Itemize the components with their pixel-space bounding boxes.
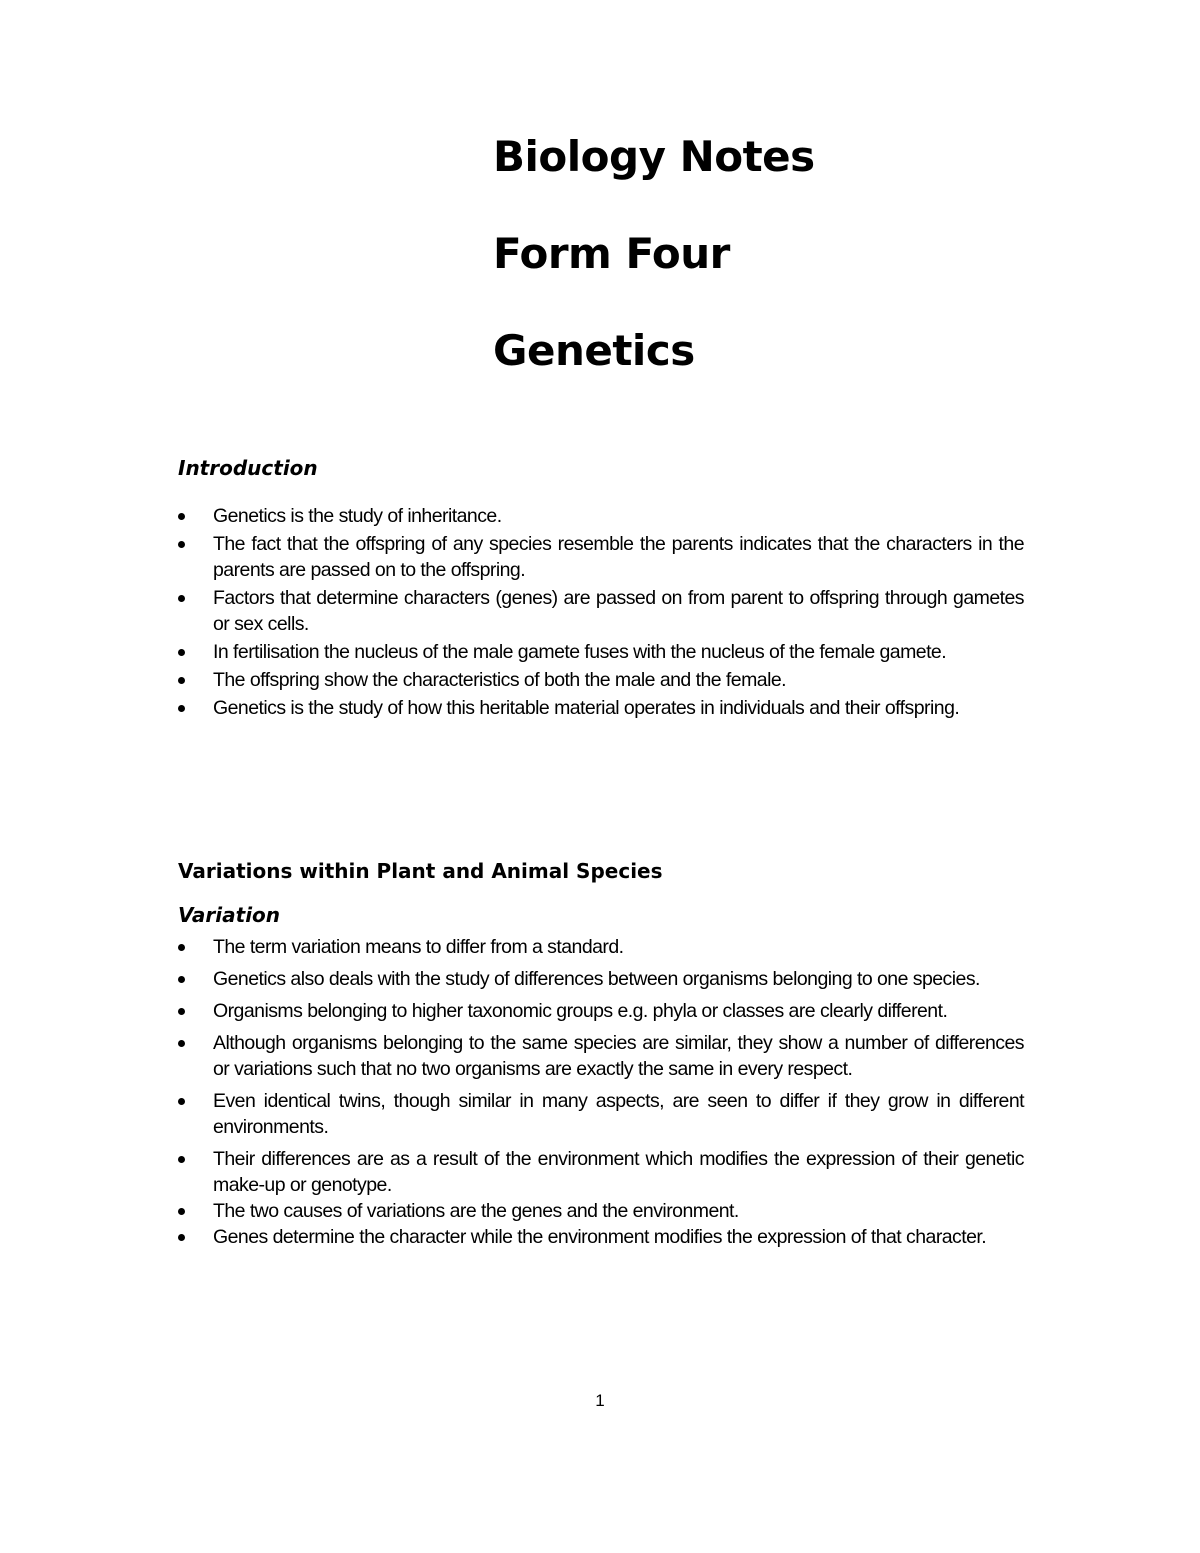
bullet-icon	[178, 649, 185, 656]
list-item-text: Genes determine the character while the environment modifies the expression of that character.	[213, 1226, 987, 1248]
list-item	[178, 1224, 1024, 1250]
title-block	[493, 132, 815, 423]
variations-section-heading: Variations within Plant and Animal Species	[178, 859, 663, 883]
list-item-text: Even identical twins, though similar in many aspects, are seen to differ if they grow in different environments.	[213, 1090, 1024, 1138]
list-item	[178, 531, 1024, 583]
list-item	[178, 1030, 1024, 1082]
list-item-text: The offspring show the characteristics of both the male and the female.	[213, 669, 787, 691]
document-title: Biology Notes	[493, 132, 815, 181]
variation-list	[178, 934, 1024, 1250]
list-item-text: Factors that determine characters (genes) are passed on from parent to offspring through gametes or sex cells.	[213, 587, 1024, 635]
list-item-text: Organisms belonging to higher taxonomic groups e.g. phyla or classes are clearly different.	[213, 1000, 948, 1022]
list-item	[178, 966, 1024, 992]
bullet-icon	[178, 1156, 185, 1163]
page-number: 1	[595, 1391, 605, 1410]
list-item	[178, 585, 1024, 637]
list-item-text: Genetics also deals with the study of differences between organisms belonging to one species.	[213, 968, 980, 990]
bullet-icon	[178, 1234, 185, 1241]
bullet-icon	[178, 677, 185, 684]
bullet-icon	[178, 705, 185, 712]
list-item-text: The two causes of variations are the genes and the environment.	[213, 1200, 739, 1222]
list-item	[178, 998, 1024, 1024]
list-item-text: Genetics is the study of how this heritable material operates in individuals and their offspring.	[213, 697, 960, 719]
bullet-icon	[178, 1040, 185, 1047]
list-item-text: The term variation means to differ from a standard.	[213, 936, 624, 958]
bullet-icon	[178, 944, 185, 951]
bullet-icon	[178, 976, 185, 983]
list-item	[178, 1198, 1024, 1224]
document-subtitle-topic: Genetics	[493, 326, 695, 375]
bullet-icon	[178, 1008, 185, 1015]
list-item-text: Although organisms belonging to the same species are similar, they show a number of differences or variations such that no two organisms are exactly the same in every respect.	[213, 1032, 1024, 1080]
list-item	[178, 667, 1024, 693]
list-item	[178, 695, 1024, 721]
list-item-text: The fact that the offspring of any species resemble the parents indicates that the characters in the parents are passed on to the offspring.	[213, 533, 1024, 581]
list-item	[178, 934, 1024, 960]
list-item-text: In fertilisation the nucleus of the male gamete fuses with the nucleus of the female gamete.	[213, 641, 947, 663]
bullet-icon	[178, 1098, 185, 1105]
introduction-list	[178, 503, 1024, 723]
variation-subheading: Variation	[178, 903, 281, 927]
list-item	[178, 639, 1024, 665]
bullet-icon	[178, 595, 185, 602]
introduction-heading: Introduction	[178, 456, 318, 480]
list-item	[178, 1088, 1024, 1140]
document-subtitle-form: Form Four	[493, 229, 730, 278]
list-item	[178, 1146, 1024, 1198]
list-item-text: Genetics is the study of inheritance.	[213, 505, 502, 527]
list-item	[178, 503, 1024, 529]
bullet-icon	[178, 513, 185, 520]
bullet-icon	[178, 541, 185, 548]
list-item-text: Their differences are as a result of the environment which modifies the expression of their genetic make-up or genotype.	[213, 1148, 1024, 1196]
bullet-icon	[178, 1208, 185, 1215]
